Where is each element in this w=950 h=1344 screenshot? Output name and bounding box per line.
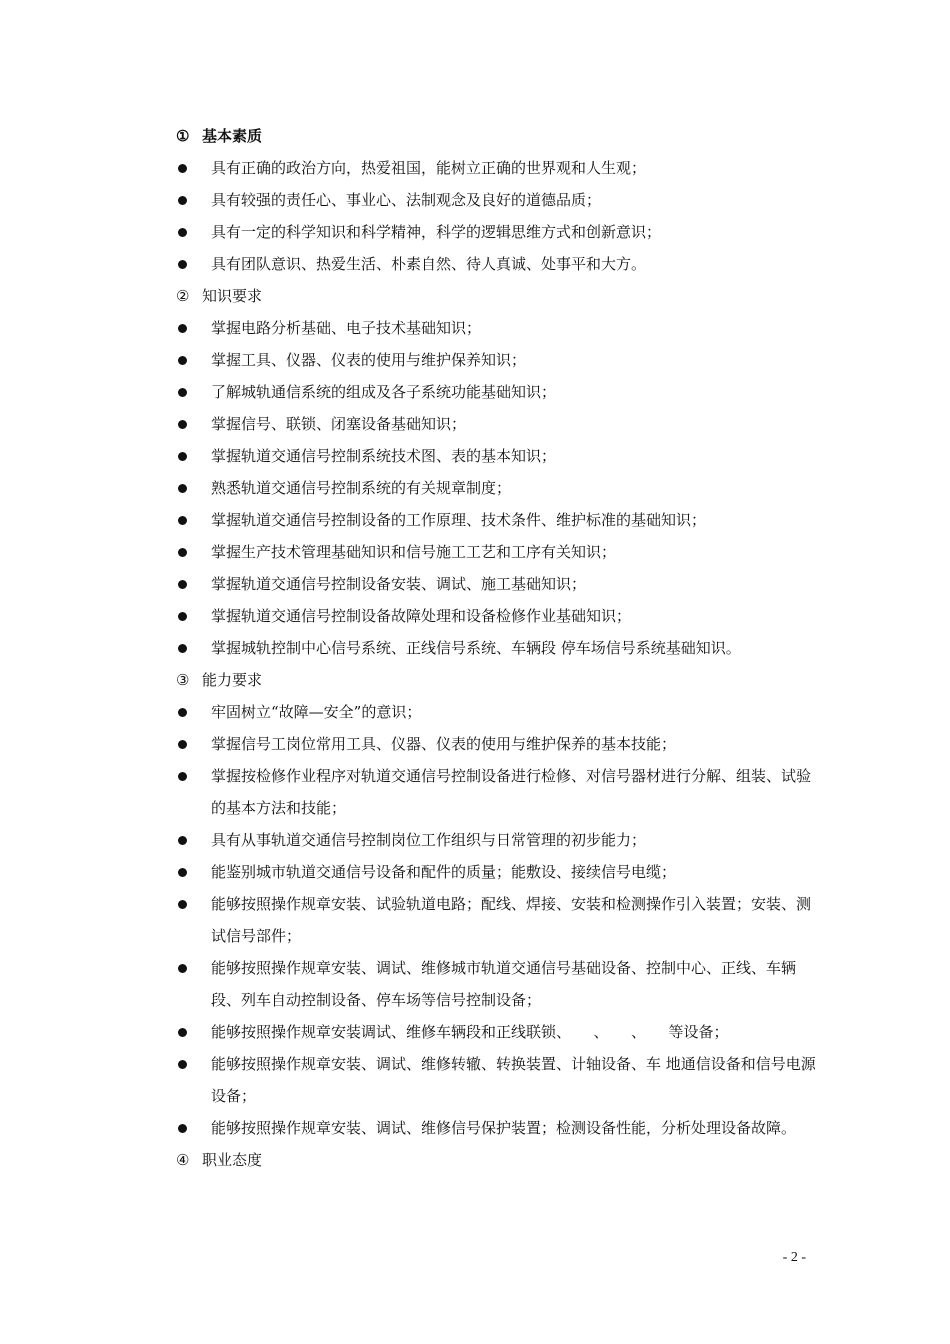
- section-heading: [176, 664, 816, 696]
- list-item-text: 具有团队意识、热爱生活、朴素自然、待人真诚、处事平和大方。: [211, 255, 647, 273]
- list-item: [176, 472, 816, 504]
- bullet-icon: [178, 196, 187, 205]
- list-item: [176, 184, 816, 216]
- list-item-text: 具有从事轨道交通信号控制岗位工作组织与日常管理的初步能力；: [211, 831, 647, 849]
- list-item-text: 掌握按检修作业程序对轨道交通信号控制设备进行检修、对信号器材进行分解、组装、试验的基本方法和技能；: [211, 767, 812, 817]
- list-item-text: 掌握轨道交通信号控制设备故障处理和设备检修作业基础知识；: [211, 607, 632, 625]
- list-item-text: 熟悉轨道交通信号控制系统的有关规章制度；: [211, 479, 512, 497]
- bullet-icon: [178, 1028, 187, 1037]
- bullet-icon: [178, 1060, 187, 1069]
- bullet-icon: [178, 516, 187, 525]
- list-item: [176, 568, 816, 600]
- section-number: ①: [176, 127, 190, 145]
- list-item-text: 能够按照操作规章安装、调试、维修信号保护装置；检测设备性能，分析处理设备故障。: [211, 1119, 797, 1137]
- list-item: [176, 632, 816, 664]
- bullet-icon: [178, 356, 187, 365]
- list-item-text: 具有一定的科学知识和科学精神，科学的逻辑思维方式和创新意识；: [211, 223, 662, 241]
- bullet-icon: [178, 420, 187, 429]
- list-item: [176, 344, 816, 376]
- bullet-icon: [178, 900, 187, 909]
- list-item: [176, 216, 816, 248]
- list-item: [176, 600, 816, 632]
- bullet-icon: [178, 772, 187, 781]
- list-item-text: 能够按照操作规章安装、试验轨道电路；配线、焊接、安装和检测操作引入装置；安装、测试信号部件；: [211, 895, 812, 945]
- list-item: [176, 152, 816, 184]
- list-item-text: 掌握信号工岗位常用工具、仪器、仪表的使用与维护保养的基本技能；: [211, 735, 677, 753]
- list-item: [176, 888, 816, 952]
- section-number: ③: [176, 671, 190, 689]
- bullet-icon: [178, 708, 187, 717]
- bullet-icon: [178, 324, 187, 333]
- section-title: 职业态度: [202, 1151, 263, 1169]
- list-item-text: 了解城轨通信系统的组成及各子系统功能基础知识；: [211, 383, 557, 401]
- list-item: [176, 824, 816, 856]
- bullet-icon: [178, 548, 187, 557]
- list-item-text: 掌握工具、仪器、仪表的使用与维护保养知识；: [211, 351, 527, 369]
- bullet-icon: [178, 740, 187, 749]
- list-item: [176, 248, 816, 280]
- list-item: [176, 1016, 816, 1048]
- list-item: [176, 760, 816, 824]
- list-item-text: 掌握信号、联锁、闭塞设备基础知识；: [211, 415, 467, 433]
- list-item-text: 掌握轨道交通信号控制系统技术图、表的基本知识；: [211, 447, 557, 465]
- list-item-text: 掌握轨道交通信号控制设备安装、调试、施工基础知识；: [211, 575, 587, 593]
- section-title: 基本素质: [202, 127, 263, 145]
- list-item-text: 具有较强的责任心、事业心、法制观念及良好的道德品质；: [211, 191, 602, 209]
- section-number: ④: [176, 1151, 190, 1169]
- bullet-icon: [178, 164, 187, 173]
- list-item: [176, 536, 816, 568]
- bullet-icon: [178, 868, 187, 877]
- bullet-icon: [178, 644, 187, 653]
- section-title: 能力要求: [202, 671, 263, 689]
- list-item: [176, 504, 816, 536]
- bullet-icon: [178, 612, 187, 621]
- bullet-icon: [178, 964, 187, 973]
- bullet-icon: [178, 580, 187, 589]
- bullet-icon: [178, 1124, 187, 1133]
- bullet-icon: [178, 484, 187, 493]
- list-item-text: 能够按照操作规章安装调试、维修车辆段和正线联锁、 、 、 等设备；: [211, 1023, 729, 1041]
- list-item: [176, 408, 816, 440]
- list-item: [176, 1048, 816, 1112]
- list-item: [176, 376, 816, 408]
- list-item-text: 掌握轨道交通信号控制设备的工作原理、技术条件、维护标准的基础知识；: [211, 511, 707, 529]
- list-item-text: 能鉴别城市轨道交通信号设备和配件的质量；能敷设、接续信号电缆；: [211, 863, 677, 881]
- list-item-text: 具有正确的政治方向，热爱祖国，能树立正确的世界观和人生观；: [211, 159, 647, 177]
- bullet-icon: [178, 388, 187, 397]
- section-heading: [176, 280, 816, 312]
- list-item: [176, 1112, 816, 1144]
- section-heading: [176, 120, 816, 152]
- page-number: - 2 -: [782, 1250, 806, 1265]
- list-item: [176, 856, 816, 888]
- list-item-text: 能够按照操作规章安装、调试、维修转辙、转换装置、计轴设备、车 地通信设备和信号电源设备；: [211, 1055, 816, 1105]
- section-heading: [176, 1144, 816, 1176]
- list-item: [176, 312, 816, 344]
- list-item-text: 能够按照操作规章安装、调试、维修城市轨道交通信号基础设备、控制中心、正线、车辆段、列车自动控制设备、停车场等信号控制设备；: [211, 959, 797, 1009]
- section-title: 知识要求: [202, 287, 263, 305]
- list-item: [176, 952, 816, 1016]
- list-item-text: 掌握城轨控制中心信号系统、正线信号系统、车辆段 停车场信号系统基础知识。: [211, 639, 741, 657]
- list-item-text: 牢固树立“故障—安全”的意识；: [211, 703, 422, 721]
- bullet-icon: [178, 836, 187, 845]
- list-item: [176, 696, 816, 728]
- bullet-icon: [178, 228, 187, 237]
- document-body: [176, 120, 816, 1176]
- list-item: [176, 728, 816, 760]
- bullet-icon: [178, 452, 187, 461]
- list-item-text: 掌握生产技术管理基础知识和信号施工工艺和工序有关知识；: [211, 543, 617, 561]
- section-number: ②: [176, 287, 190, 305]
- bullet-icon: [178, 260, 187, 269]
- list-item-text: 掌握电路分析基础、电子技术基础知识；: [211, 319, 482, 337]
- list-item: [176, 440, 816, 472]
